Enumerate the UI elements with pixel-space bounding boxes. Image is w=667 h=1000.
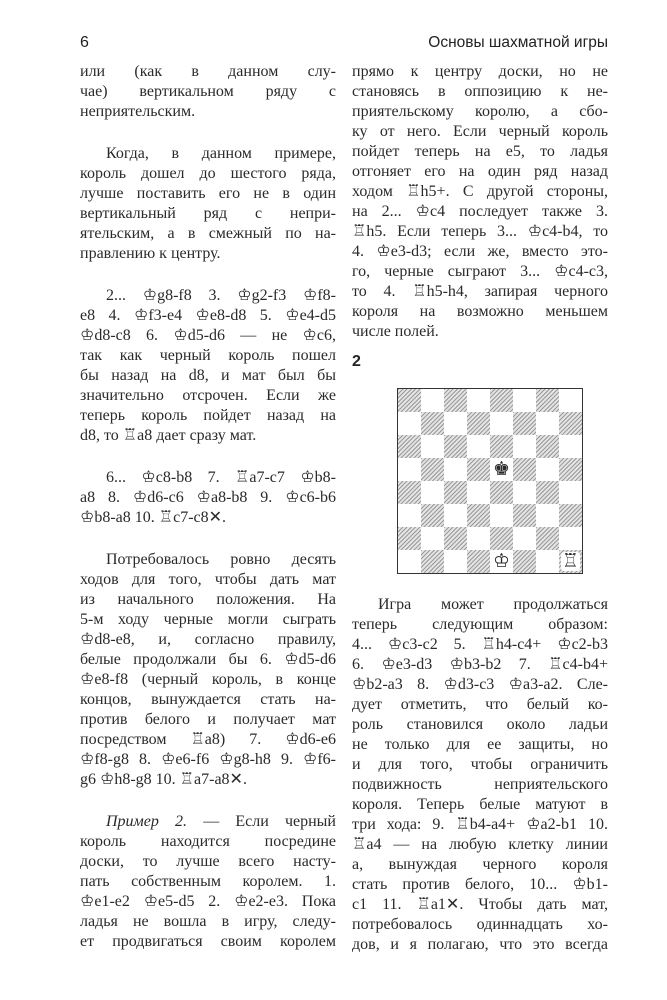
text-line: прямо к центру доски, но не xyxy=(352,63,608,80)
text-line: 5-м ходу черные могли сыграть xyxy=(80,611,336,628)
square-a5 xyxy=(398,458,421,481)
square-h4 xyxy=(559,481,582,504)
text-span: — Если черный xyxy=(187,813,336,830)
black-king-icon: ♚ xyxy=(492,458,511,480)
text-line: ладья не вошла в игру, следу- xyxy=(80,913,336,930)
text-line: правлению к центру. xyxy=(80,245,221,262)
text-line: ♖h5. Если теперь 3... ♔c4-b4, то xyxy=(352,223,608,240)
text-line: а, вынуждая черного короля xyxy=(352,856,608,873)
paragraph xyxy=(352,595,608,955)
text-line: бы назад на d8, и мат был бы xyxy=(80,367,336,384)
text-line: не только для ее защиты, но xyxy=(352,736,608,753)
text-line: Потребовалось ровно десять xyxy=(106,551,336,568)
square-g8 xyxy=(536,389,559,412)
text-line: ♔b2-a3 8. ♔d3-c3 ♔a3-a2. Сле- xyxy=(352,676,608,693)
square-f1 xyxy=(513,550,536,573)
text-line: Игра может продолжаться xyxy=(378,596,608,613)
text-line: чае) вертикальном ряду с xyxy=(80,83,336,100)
square-g5 xyxy=(536,458,559,481)
text-line: короля на возможно меньшем xyxy=(352,303,608,320)
text-line: посредством ♖a8) 7. ♔d6-e6 xyxy=(80,731,336,748)
square-d4 xyxy=(467,481,490,504)
square-f2 xyxy=(513,527,536,550)
square-e5 xyxy=(490,458,513,481)
text-line: концов, вынуждается стать на- xyxy=(80,691,336,708)
square-a2 xyxy=(398,527,421,550)
page-number: 6 xyxy=(80,34,89,51)
text-line: ходов для того, чтобы дать мат xyxy=(80,571,336,588)
paragraph xyxy=(80,550,336,790)
text-line: белые продолжали бы 6. ♔d5-d6 xyxy=(80,651,336,668)
square-g3 xyxy=(536,504,559,527)
text-line: то 4. ♖h5-h4, запирая черного xyxy=(352,283,608,300)
square-c6 xyxy=(444,435,467,458)
text-line: ♔e8-f8 (черный король, в конце xyxy=(80,671,336,688)
square-h7 xyxy=(559,412,582,435)
text-line: 4. ♔e3-d3; если же, вместо это- xyxy=(352,243,608,260)
text-line xyxy=(80,812,336,832)
text-line: дует отметить, что белый ко- xyxy=(352,696,608,713)
square-a3 xyxy=(398,504,421,527)
square-b8 xyxy=(421,389,444,412)
square-g1 xyxy=(536,550,559,573)
white-rook-icon: ♖ xyxy=(561,550,580,572)
square-c1 xyxy=(444,550,467,573)
square-h3 xyxy=(559,504,582,527)
text-line: король находится посредине xyxy=(80,833,336,850)
text-line: на 2... ♔c4 последует также 3. xyxy=(352,203,608,220)
square-b5 xyxy=(421,458,444,481)
square-a8 xyxy=(398,389,421,412)
square-f6 xyxy=(513,435,536,458)
example-heading: Пример 2. xyxy=(106,813,188,830)
text-line: теперь король пойдет назад на xyxy=(80,407,336,424)
square-a4 xyxy=(398,481,421,504)
text-line: вертикальный ряд с непри- xyxy=(80,205,336,222)
square-g7 xyxy=(536,412,559,435)
text-line: против белого и получает мат xyxy=(80,711,336,728)
text-line: король дошел до шестого ряда, xyxy=(80,165,336,182)
text-line: дов, и я полагаю, что это всегда xyxy=(352,936,608,953)
text-line: отгоняет его на один ряд назад xyxy=(352,163,608,180)
square-c4 xyxy=(444,481,467,504)
running-title: Основы шахматной игры xyxy=(428,34,608,51)
square-h1 xyxy=(559,550,582,573)
square-e4 xyxy=(490,481,513,504)
square-c7 xyxy=(444,412,467,435)
square-a7 xyxy=(398,412,421,435)
right-column-bottom xyxy=(352,595,608,977)
text-line: 2... ♔g8-f8 3. ♔g2-f3 ♔f8- xyxy=(106,287,336,304)
text-line: пойдет теперь на e5, то ладья xyxy=(352,143,608,160)
text-line: ♖a4 — на любую клетку линии xyxy=(352,836,608,853)
paragraph xyxy=(80,468,336,528)
square-b3 xyxy=(421,504,444,527)
square-h6 xyxy=(559,435,582,458)
text-line: ятельским, а в смежный по на- xyxy=(80,225,336,242)
square-b6 xyxy=(421,435,444,458)
text-line: стать против белого, 10... ♔b1- xyxy=(352,876,608,893)
square-e2 xyxy=(490,527,513,550)
square-f4 xyxy=(513,481,536,504)
left-column xyxy=(80,62,336,974)
square-e3 xyxy=(490,504,513,527)
text-line: 6... ♔c8-b8 7. ♖a7-c7 ♔b8- xyxy=(106,469,336,486)
square-d7 xyxy=(467,412,490,435)
text-line: теперь следующим образом: xyxy=(352,616,608,633)
square-e1 xyxy=(490,550,513,573)
text-line: ку от него. Если черный король xyxy=(352,123,608,140)
text-line: три хода: 9. ♖b4-a4+ ♔a2-b1 10. xyxy=(352,816,608,833)
square-e8 xyxy=(490,389,513,412)
square-d8 xyxy=(467,389,490,412)
paragraph xyxy=(80,812,336,952)
text-line: неприятельским. xyxy=(80,103,196,120)
text-line: ♔b8-a8 10. ♖c7-c8✕. xyxy=(80,509,227,526)
text-line: a8 8. ♔d6-c6 ♔a8-b8 9. ♔c6-b6 xyxy=(80,489,336,506)
text-line: и для того, чтобы ограничить xyxy=(352,756,608,773)
text-line: доски, то лучше всего насту- xyxy=(80,853,336,870)
text-line: 6. ♔e3-d3 ♔b3-b2 7. ♖c4-b4+ xyxy=(352,656,608,673)
square-h5 xyxy=(559,458,582,481)
text-line: или (как в данном слу- xyxy=(80,63,336,80)
text-line: 4... ♔c3-c2 5. ♖h4-c4+ ♔c2-b3 xyxy=(352,636,608,653)
text-line: e8 4. ♔f3-e4 ♔e8-d8 5. ♔e4-d5 xyxy=(80,307,336,324)
square-c8 xyxy=(444,389,467,412)
text-line: ♔e1-e2 ♔e5-d5 2. ♔e2-e3. Пока xyxy=(80,893,336,910)
square-c2 xyxy=(444,527,467,550)
square-d1 xyxy=(467,550,490,573)
square-g4 xyxy=(536,481,559,504)
text-line: d8, то ♖a8 дает сразу мат. xyxy=(80,427,257,444)
square-a1 xyxy=(398,550,421,573)
square-e6 xyxy=(490,435,513,458)
square-h2 xyxy=(559,527,582,550)
text-line: ходом ♖h5+. С другой стороны, xyxy=(352,183,608,200)
square-d5 xyxy=(467,458,490,481)
square-f5 xyxy=(513,458,536,481)
text-line: становясь в оппозицию к не- xyxy=(352,83,608,100)
square-b1 xyxy=(421,550,444,573)
text-line: ♔f8-g8 8. ♔e6-f6 ♔g8-h8 9. ♔f6- xyxy=(80,751,336,768)
text-line: лучше поставить его не в один xyxy=(80,185,336,202)
text-line: c1 11. ♖a1✕. Чтобы дать мат, xyxy=(352,896,608,913)
square-c5 xyxy=(444,458,467,481)
paragraph xyxy=(80,286,336,446)
square-d2 xyxy=(467,527,490,550)
square-b4 xyxy=(421,481,444,504)
chess-board-diagram xyxy=(397,388,583,574)
right-column-top xyxy=(352,62,608,364)
diagram-label: 2 xyxy=(352,353,361,370)
square-g2 xyxy=(536,527,559,550)
paragraph xyxy=(352,62,608,342)
text-line: ♔d8-e8, и, согласно правилу, xyxy=(80,631,336,648)
text-line: пать собственным королем. 1. xyxy=(80,873,336,890)
square-g6 xyxy=(536,435,559,458)
square-f3 xyxy=(513,504,536,527)
text-line: потребовалось одиннадцать хо- xyxy=(352,916,608,933)
text-line: ет продвигаться своим королем xyxy=(80,933,336,950)
text-line: значительно отсрочен. Если же xyxy=(80,387,336,404)
square-a6 xyxy=(398,435,421,458)
square-b7 xyxy=(421,412,444,435)
text-line: числе полей. xyxy=(352,323,439,340)
square-h8 xyxy=(559,389,582,412)
text-line: Когда, в данном примере, xyxy=(106,145,336,162)
square-f8 xyxy=(513,389,536,412)
text-line: так как черный король пошел xyxy=(80,347,336,364)
text-line: ♔d8-c8 6. ♔d5-d6 — не ♔c6, xyxy=(80,327,336,344)
text-line: g6 ♔h8-g8 10. ♖a7-a8✕. xyxy=(80,771,247,788)
square-b2 xyxy=(421,527,444,550)
paragraph xyxy=(80,62,336,122)
text-line: короля. Теперь белые матуют в xyxy=(352,796,608,813)
text-line: го, черные сыграют 3... ♔c4-c3, xyxy=(352,263,608,280)
paragraph xyxy=(80,144,336,264)
text-line: приятельскому королю, а сбо- xyxy=(352,103,608,120)
text-line: из начального положения. На xyxy=(80,591,336,608)
square-e7 xyxy=(490,412,513,435)
square-c3 xyxy=(444,504,467,527)
square-d6 xyxy=(467,435,490,458)
white-king-icon: ♔ xyxy=(492,550,511,572)
square-f7 xyxy=(513,412,536,435)
square-d3 xyxy=(467,504,490,527)
text-line: роль становился около ладьи xyxy=(352,716,608,733)
text-line: подвижность неприятельского xyxy=(352,776,608,793)
